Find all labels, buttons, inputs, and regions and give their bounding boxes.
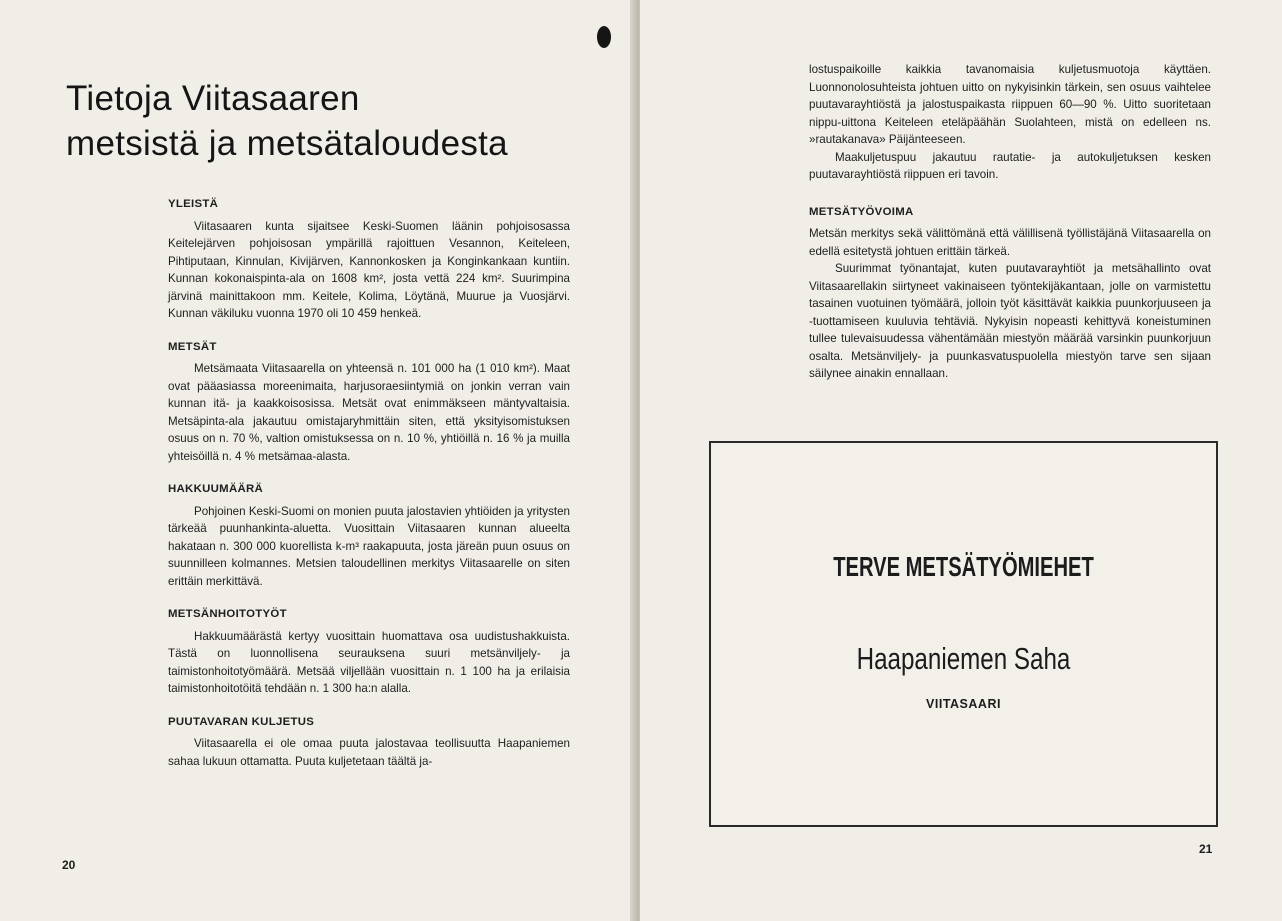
- continuation-text: [809, 61, 1211, 184]
- section-heading: YLEISTÄ: [168, 198, 219, 210]
- section-text: Metsämaata Viitasaarella on yhteensä n. 101 000 ha (1 010 km²). Maat ovat pääasiassa moreenimaita, harjusoraesiintymiä on jonkin verran vain kunnan itä- ja kaakkoisosissa. Metsät ovat enimmäkseen mäntyvaltaisia. Metsäpinta-ala jakautuu omistajaryhmittäin siten, että yksityisomistuksen osuus on n. 70 %, valtion omistuksessa on n. 10 %, yhtiöillä n. 16 % ja muilla yhteisöillä n. 4 % metsämaa-alasta.: [168, 362, 570, 463]
- section-heading: PUUTAVARAN KULJETUS: [168, 715, 315, 728]
- section-heading: HAKKUUMÄÄRÄ: [168, 483, 264, 495]
- page-title: [66, 76, 526, 166]
- ad-headline: TERVE METSÄTYÖMIEHET: [833, 551, 1094, 582]
- page-number-left: 20: [62, 858, 76, 872]
- section-yleista: [168, 196, 570, 323]
- ad-town: VIITASAARI: [926, 697, 1001, 711]
- section-metsat: [168, 339, 570, 466]
- right-text-column: [809, 61, 1211, 399]
- section-text: Viitasaarella ei ole omaa puuta jalostavaa teollisuutta Haapaniemen sahaa lukuun ottamatta. Puuta kuljetetaan täältä ja-: [168, 737, 570, 768]
- ad-company-name: Haapaniemen Saha: [856, 641, 1071, 676]
- advertisement-box: [709, 441, 1218, 827]
- continuation-paragraph: lostuspaikoille kaikkia tavanomaisia kuljetusmuotoja käyttäen. Luonnonolosuhteista johtuen uitto on nykyisinkin tärkein, sen osuus vaihtelee puutavarayhtiöstä ja jalostuspaikasta riippuen 60—90 %. Uitto suoritetaan nippu-uittona Keiteleen eteläpäähän Suolahteen, mistä on edelleen ns. »rautakanava» Päijänteeseen.: [809, 63, 1211, 146]
- left-text-column: [168, 196, 570, 786]
- section-metsatyovoima: [809, 204, 1211, 383]
- section-heading: METSÄTYÖVOIMA: [809, 205, 914, 218]
- section-puutavaran-kuljetus: [168, 714, 570, 771]
- section-heading: METSÄNHOITOTYÖT: [168, 608, 287, 620]
- section-text: Hakkuumäärästä kertyy vuosittain huomattava osa uudistushakkuista. Tästä on luonnollisena seurauksena suuri metsänviljely- ja taimistonhoitotyömäärä. Metsää viljellään vuosittain n. 1 100 ha ja erilaisia taimistonhoitotöitä tehdään n. 1 300 ha:n alalla.: [168, 629, 570, 695]
- left-page: [0, 0, 636, 921]
- section-text: Viitasaaren kunta sijaitsee Keski-Suomen läänin pohjoisosassa Keitelejärven pohjoisosan ympärillä rajoittuen Vesannon, Keiteleen, Pihtiputaan, Kinnulan, Kivijärven, Kannonkosken ja Konginkankaan kuntiin. Kunnan kokonaispinta-ala on 1608 km², josta vettä 224 km². Suurimpina järvinä mainittakoon mm. Keitele, Kolima, Löytänä, Muurue ja Vuosjärvi. Kunnan väkiluku vuonna 1970 oli 10 459 henkeä.: [168, 219, 570, 320]
- section-text: Suurimmat työnantajat, kuten puutavarayhtiöt ja metsähallinto ovat Viitasaarellakin siirtyneet vakinaiseen työntekijäkantaan, jolle on varmistettu tasainen vuotuinen työmäärä, jolloin työt käsittävät kaikkia puunkorjuuseen ja -tuottamiseen kuuluvia tehtäviä. Nykyisin nopeasti kehittyvä koneistuminen tullee tulevaisuudessa vähentämään miestyön määrää varsinkin puunkorjuun osalta. Metsänviljely- ja puunkasvatuspuolella miestyön tarve sen sijaan säilynee ainakin ennallaan.: [809, 262, 1211, 380]
- punch-hole-left: [597, 26, 611, 48]
- section-metsanhoitotyot: [168, 606, 570, 698]
- page-number-right: 21: [1199, 842, 1213, 856]
- section-heading: METSÄT: [168, 340, 217, 353]
- section-hakkuumaara: [168, 481, 570, 590]
- continuation-paragraph: Maakuljetuspuu jakautuu rautatie- ja autokuljetuksen kesken puutavarayhtiöstä riippuen eri tavoin.: [809, 150, 1211, 181]
- section-text: Pohjoinen Keski-Suomi on monien puuta jalostavien yhtiöiden ja yritysten tärkeää puunhankinta-aluetta. Vuosittain Viitasaaren kunnan alueelta hakataan n. 300 000 kuorellista k-m³ raakapuuta, josta järeän puun osuus on suunnilleen kolmannes. Metsien taloudellinen merkitys Viitasaarelle on siten erittäin merkittävä.: [168, 504, 570, 588]
- section-text: Metsän merkitys sekä välittömänä että välillisenä työllistäjänä Viitasaarella on edellä esitetystä johtuen erittäin tärkeä.: [809, 227, 1211, 258]
- title-line-2: metsistä ja metsätaloudesta: [66, 124, 508, 163]
- title-line-1: Tietoja Viitasaaren: [66, 79, 360, 118]
